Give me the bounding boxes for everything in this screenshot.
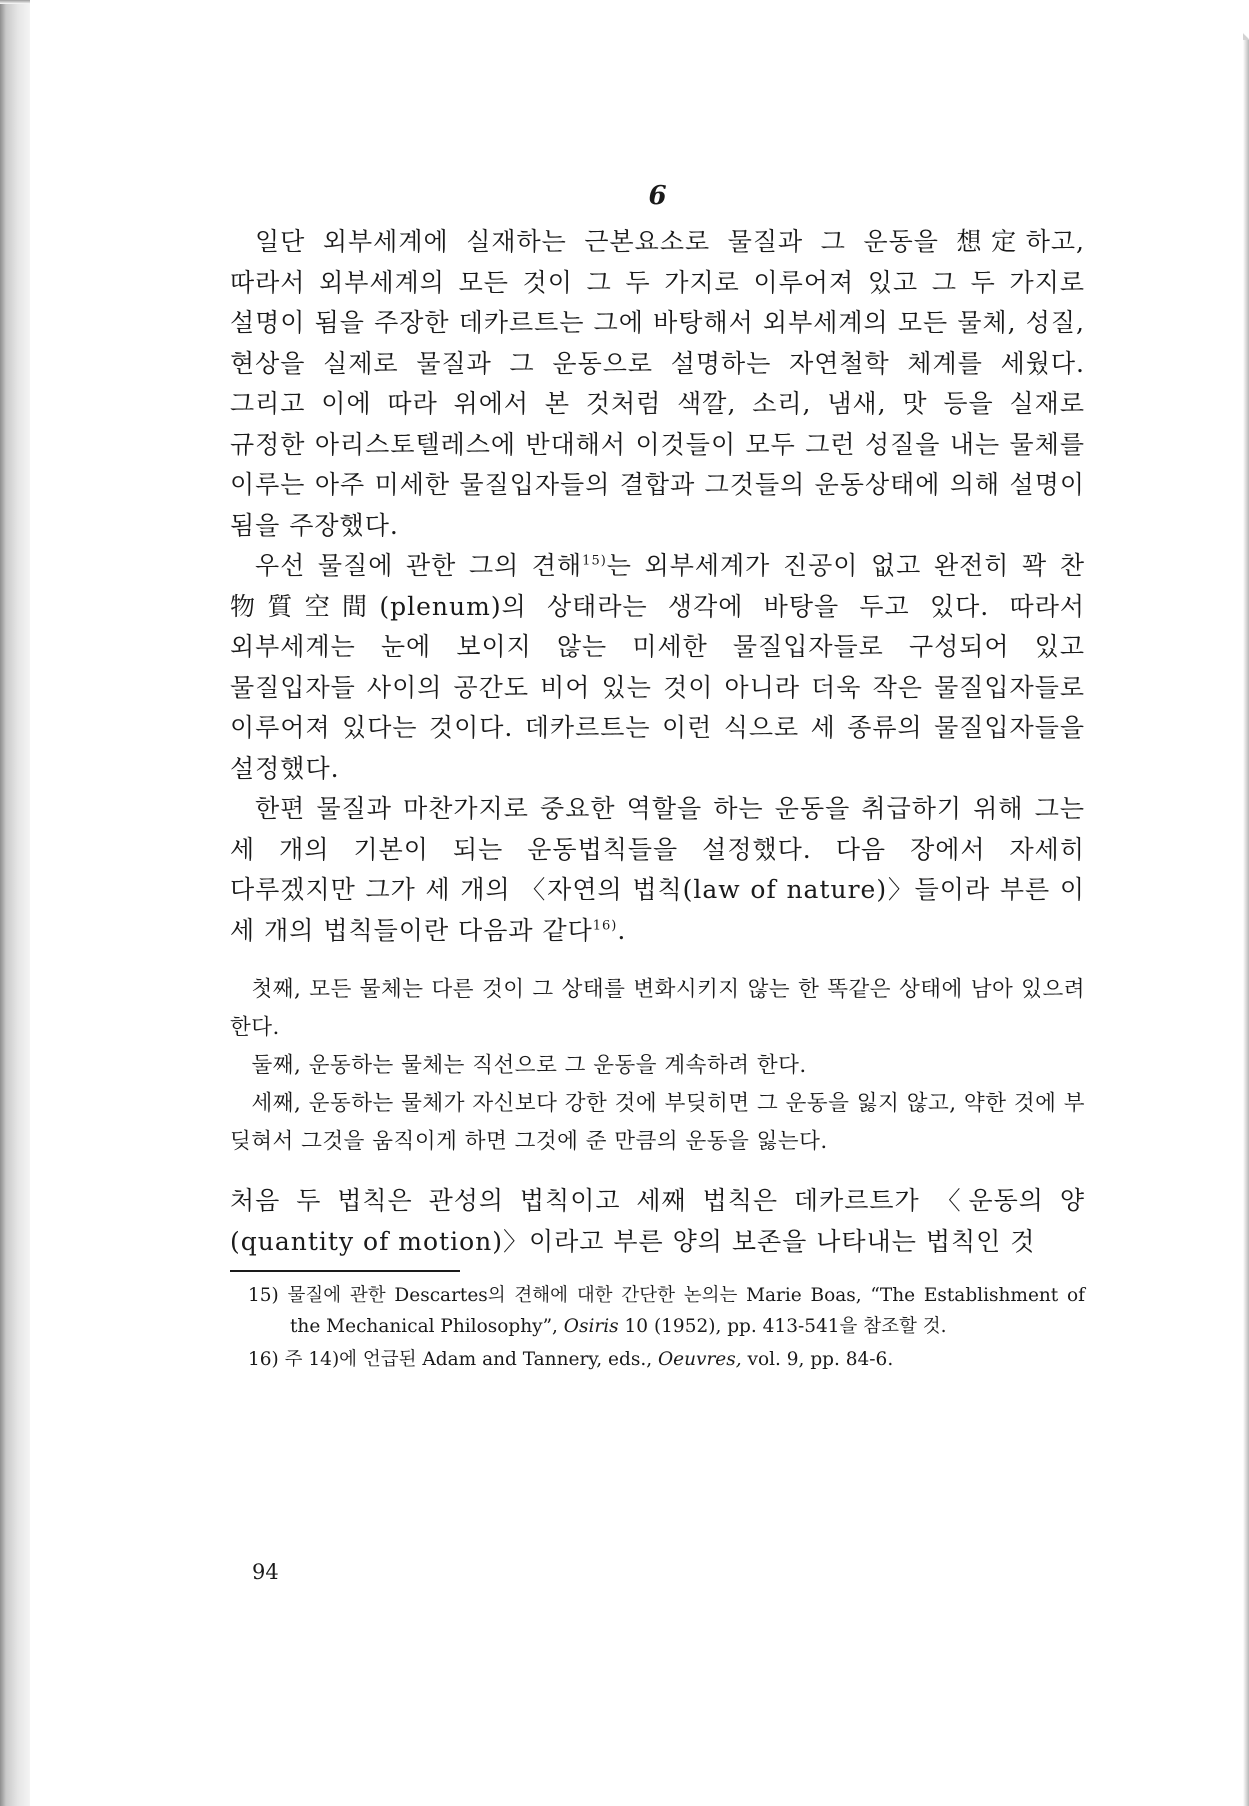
footnote-text-end: 10 (1952), pp. 413-541을 참조할 것. bbox=[618, 1316, 947, 1337]
footnote-16 bbox=[248, 1344, 1085, 1375]
footnote-marker: 16) bbox=[248, 1349, 279, 1370]
footnote-text-end: vol. 9, pp. 84-6. bbox=[741, 1349, 894, 1370]
page-edge-right bbox=[1243, 0, 1249, 1806]
footnote-ref-16: 16) bbox=[592, 918, 618, 934]
footnote-text: 물질에 관한 Descartes의 견해에 대한 간단한 논의는 Marie Boas, “The Establishment of the Mechanical Philosophy”, bbox=[287, 1285, 1085, 1337]
page-edge-left bbox=[0, 0, 30, 1806]
footnote-book-title: Oeuvres, bbox=[657, 1349, 742, 1370]
paragraph-2 bbox=[230, 546, 1085, 789]
laws-of-nature-block bbox=[230, 971, 1085, 1161]
paragraph-3 bbox=[230, 789, 1085, 951]
paragraph-1: 일단 외부세계에 실재하는 근본요소로 물질과 그 운동을 想定하고, 따라서 외부세계의 모든 것이 그 두 가지로 이루어져 있고 그 두 가지로 설명이 됨을 주장한 데카르트는 그에 바탕해서 외부세계의 모든 물체, 성질, 현상을 실제로 물질과 그 운동으로 설명하는 자연철학 체계를 세웠다. 그리고 이에 따라 위에서 본 것처럼 색깔, 소리, 냄새, 맛 등을 실재로 규정한 아리스토텔레스에 반대해서 이것들이 모두 그런 성질을 내는 물체를 이루는 아주 미세한 물질입자들의 결합과 그것들의 운동상태에 의해 설명이 됨을 주장했다. bbox=[230, 227, 1085, 540]
book-page bbox=[30, 0, 1243, 1806]
law-first: 첫째, 모든 물체는 다른 것이 그 상태를 변화시키지 않는 한 똑같은 상태에 남아 있으려 한다. bbox=[230, 977, 1085, 1040]
paragraph-2-text-b: 는 외부세계가 진공이 없고 완전히 꽉 찬 物質空間(plenum)의 상태라는 생각에 바탕을 두고 있다. 따라서 외부세계는 눈에 보이지 않는 미세한 물질입자들로 구성되어 있고 물질입자들 사이의 공간도 비어 있는 것이 아니라 더욱 작은 물질입자들로 이루어져 있다는 것이다. 데카르트는 이런 식으로 세 종류의 물질입자들을 설정했다. bbox=[230, 551, 1085, 783]
footnote-15 bbox=[248, 1280, 1085, 1342]
law-second: 둘째, 운동하는 물체는 직선으로 그 운동을 계속하려 한다. bbox=[251, 1053, 807, 1078]
paragraph-3-text-b: . bbox=[617, 915, 627, 945]
paragraph-2-text-a: 우선 물질에 관한 그의 견해 bbox=[255, 551, 583, 580]
law-third: 세째, 운동하는 물체가 자신보다 강한 것에 부딪히면 그 운동을 잃지 않고, 약한 것에 부딪혀서 그것을 움직이게 하면 그것에 준 만큼의 운동을 잃는다. bbox=[230, 1091, 1085, 1154]
footnote-ref-15: 15) bbox=[582, 553, 607, 569]
footnote-text: 주 14)에 언급된 Adam and Tannery, eds., bbox=[284, 1349, 658, 1370]
footnote-journal-title: Osiris bbox=[563, 1316, 619, 1337]
footnote-divider bbox=[230, 1270, 460, 1272]
footnote-marker: 15) bbox=[248, 1285, 279, 1306]
chapter-number: 6 bbox=[648, 181, 667, 211]
page-number: 94 bbox=[252, 1560, 279, 1584]
page-content bbox=[230, 180, 1085, 1377]
paragraph-4: 처음 두 법칙은 관성의 법칙이고 세째 법칙은 데카르트가 〈운동의 양(quantity of motion)〉이라고 부른 양의 보존을 나타내는 법칙인 것 bbox=[230, 1186, 1085, 1256]
paragraph-3-text-a: 한편 물질과 마찬가지로 중요한 역할을 하는 운동을 취급하기 위해 그는 세 개의 기본이 되는 운동법칙들을 설정했다. 다음 장에서 자세히 다루겠지만 그가 세 개의 〈자연의 법칙(law of nature)〉들이라 부른 이 세 개의 법칙들이란 다음과 같다 bbox=[230, 794, 1085, 945]
